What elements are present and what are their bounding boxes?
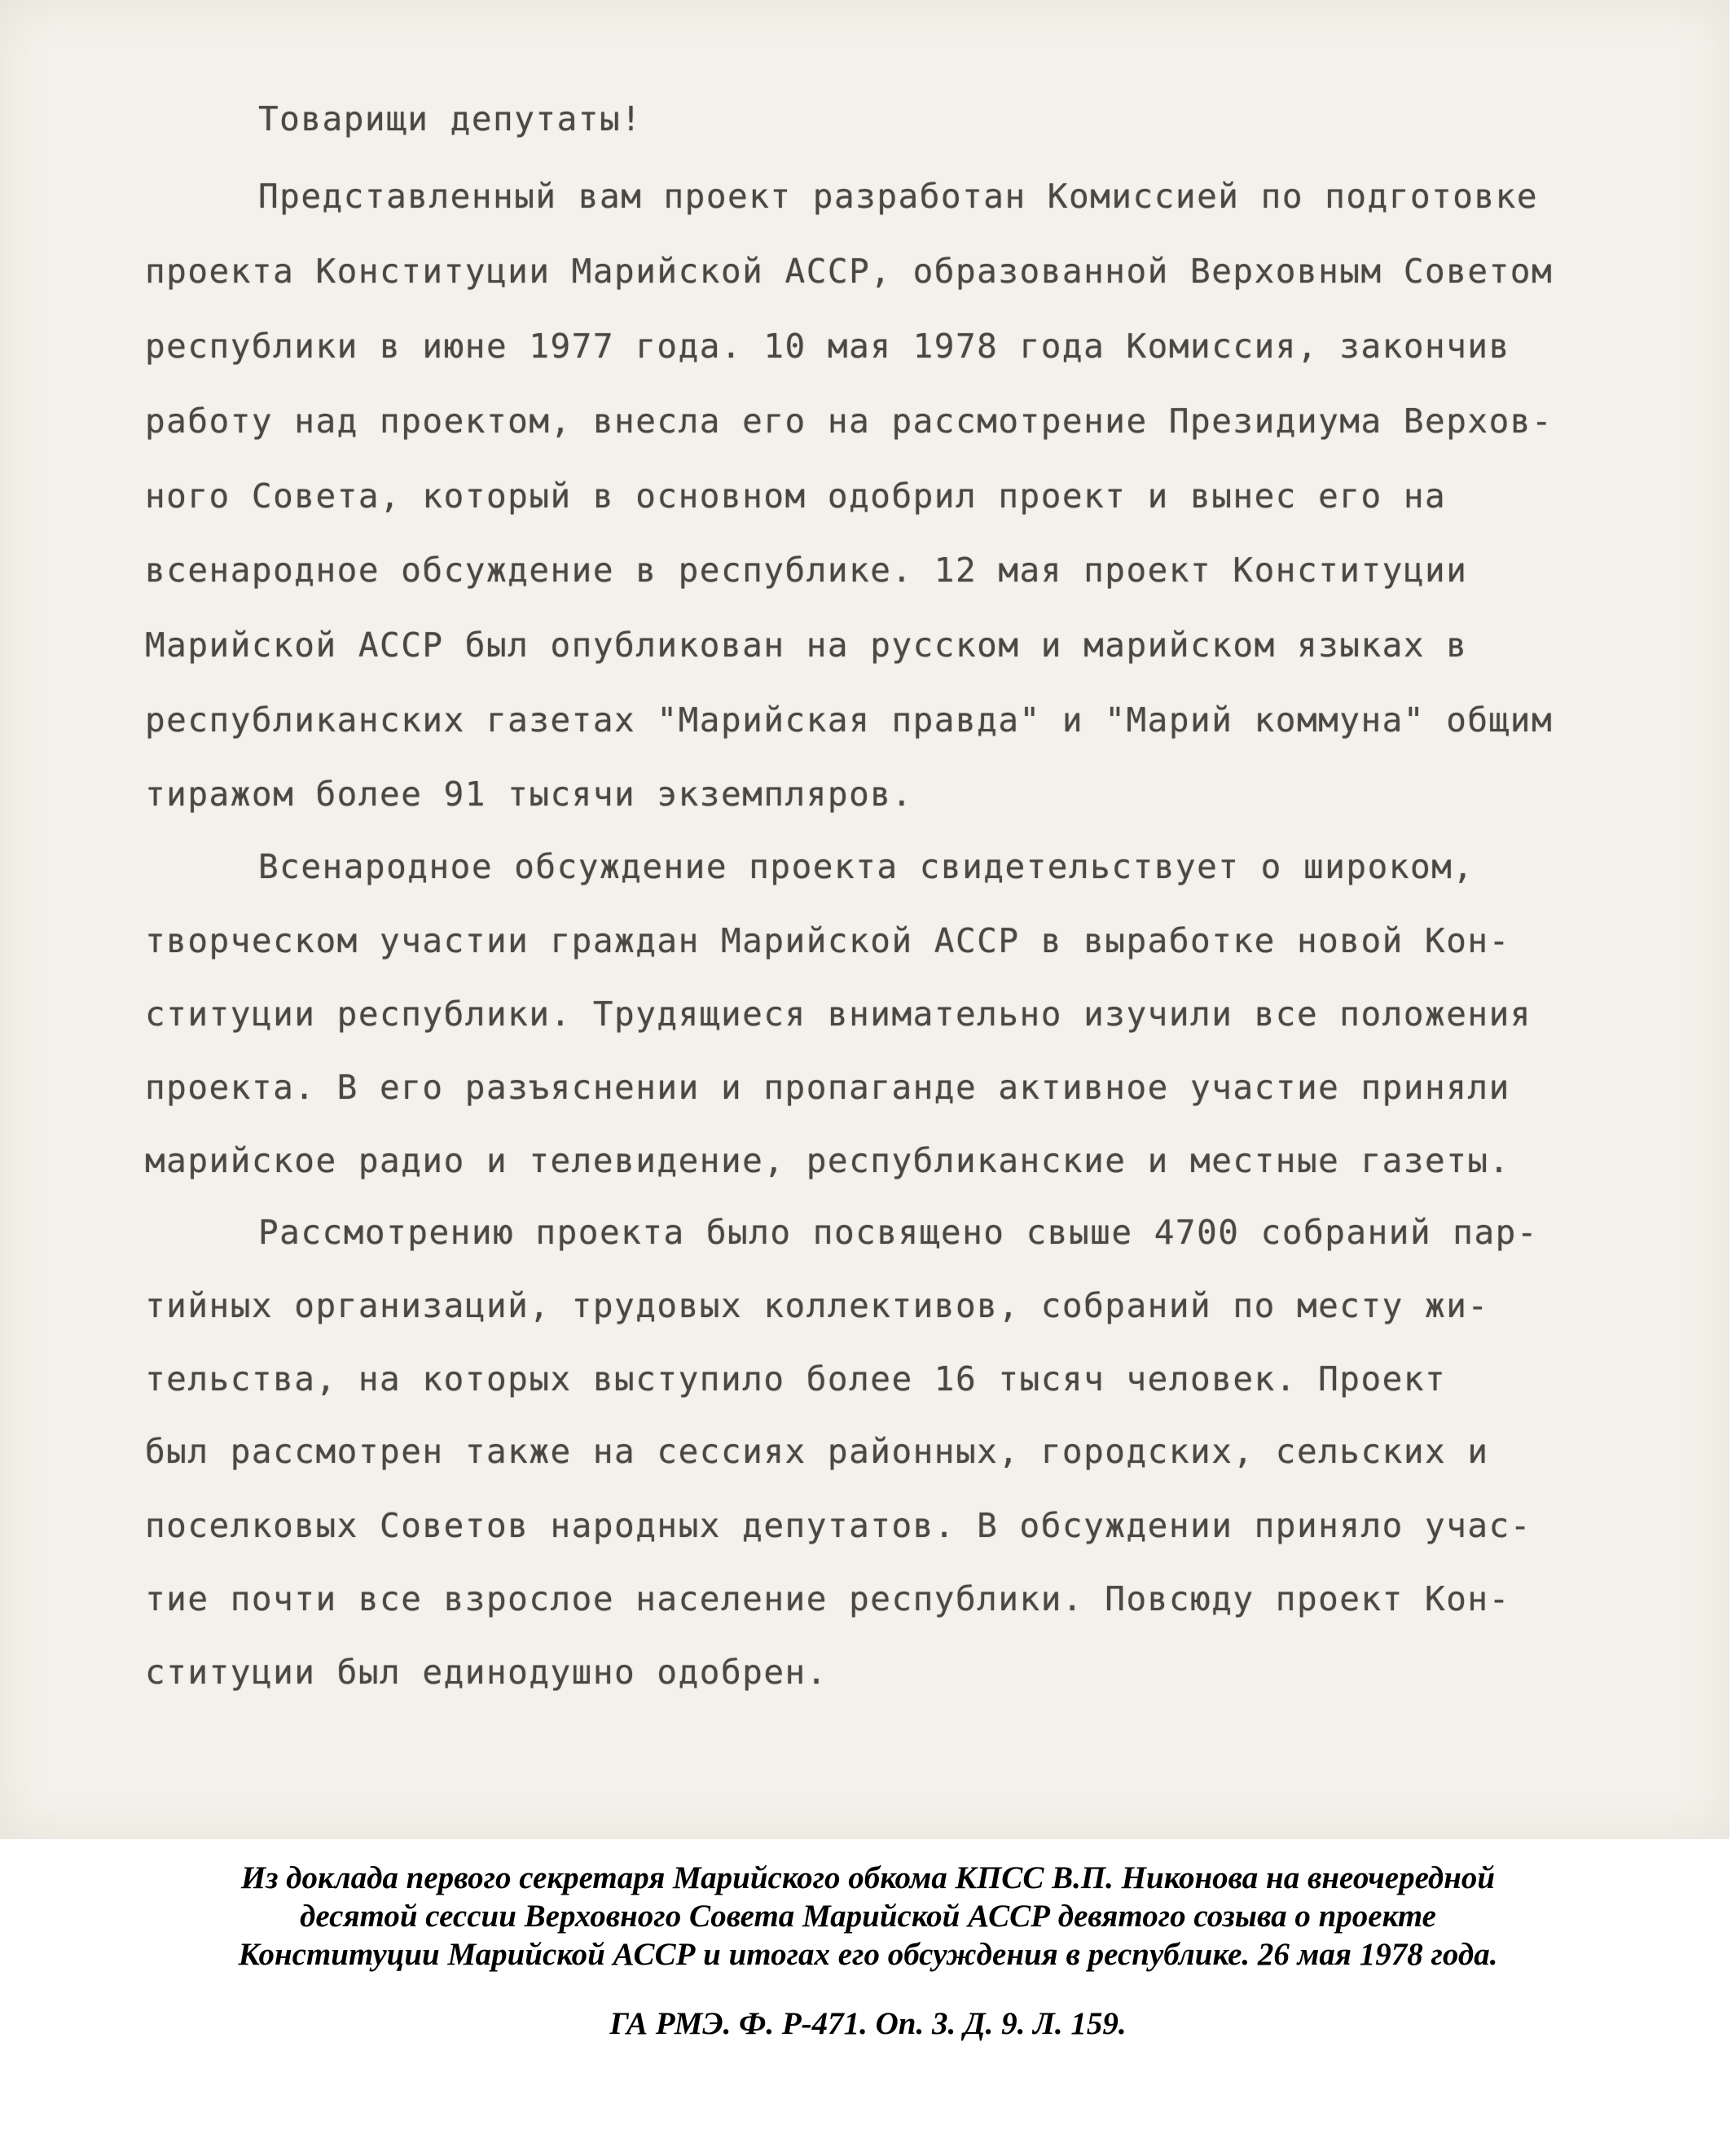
text-line: ституции республики. Трудящиеся внимательно изучили все положения (145, 995, 1532, 1034)
text-line: Марийской АССР был опубликован на русском и марийском языках в (145, 626, 1468, 665)
text-line: республиканских газетах "Марийская правда" и "Марий коммуна" общим (145, 700, 1554, 740)
greeting-line: Товарищи депутаты! (258, 99, 643, 138)
text-line: тельства, на которых выступило более 16 тысяч человек. Проект (145, 1359, 1447, 1399)
text-line: Представленный вам проект разработан Комиссией по подготовке (258, 177, 1539, 216)
text-line: проекта. В его разъяснении и пропаганде активное участие приняли (145, 1068, 1510, 1107)
caption-line: Конституции Марийской АССР и итогах его обсуждения в республике. 26 мая 1978 года. (238, 1937, 1498, 1972)
archive-reference: ГА РМЭ. Ф. Р-471. Оп. 3. Д. 9. Л. 159. (609, 2006, 1127, 2041)
text-line: всенародное обсуждение в республике. 12 мая проект Конституции (145, 551, 1468, 590)
text-line: поселковых Советов народных депутатов. В обсуждении приняло учас- (145, 1506, 1532, 1545)
caption-line: Из доклада первого секретаря Марийского обкома КПСС В.П. Никонова на внеочередной (240, 1860, 1496, 1895)
text-line: работу над проектом, внесла его на рассмотрение Президиума Верхов- (145, 402, 1554, 441)
text-line: Всенародное обсуждение проекта свидетельствует о широком, (258, 847, 1475, 886)
text-line: был рассмотрен также на сессиях районных, городских, сельских и (145, 1432, 1489, 1471)
text-line: творческом участии граждан Марийской АССР в выработке новой Кон- (145, 921, 1510, 960)
text-line: тийных организаций, трудовых коллективов, собраний по месту жи- (145, 1286, 1489, 1325)
image-caption (0, 1859, 1736, 1974)
text-line: Рассмотрению проекта было посвящено свыше 4700 собраний пар- (258, 1213, 1539, 1252)
text-line: марийское радио и телевидение, республиканские и местные газеты. (145, 1141, 1510, 1180)
text-line: проекта Конституции Марийской АССР, образованной Верховным Советом (145, 252, 1554, 291)
text-line: ного Совета, который в основном одобрил проект и вынес его на (145, 476, 1447, 516)
caption-line: десятой сессии Верховного Совета Марийской АССР девятого созыва о проекте (300, 1899, 1436, 1934)
text-line: ституции был единодушно одобрен. (145, 1653, 828, 1692)
text-line: республики в июне 1977 года. 10 мая 1978 года Комиссия, закончив (145, 327, 1510, 366)
text-line: тиражом более 91 тысячи экземпляров. (145, 775, 913, 814)
text-line: тие почти все взрослое население республики. Повсюду проект Кон- (145, 1579, 1510, 1618)
